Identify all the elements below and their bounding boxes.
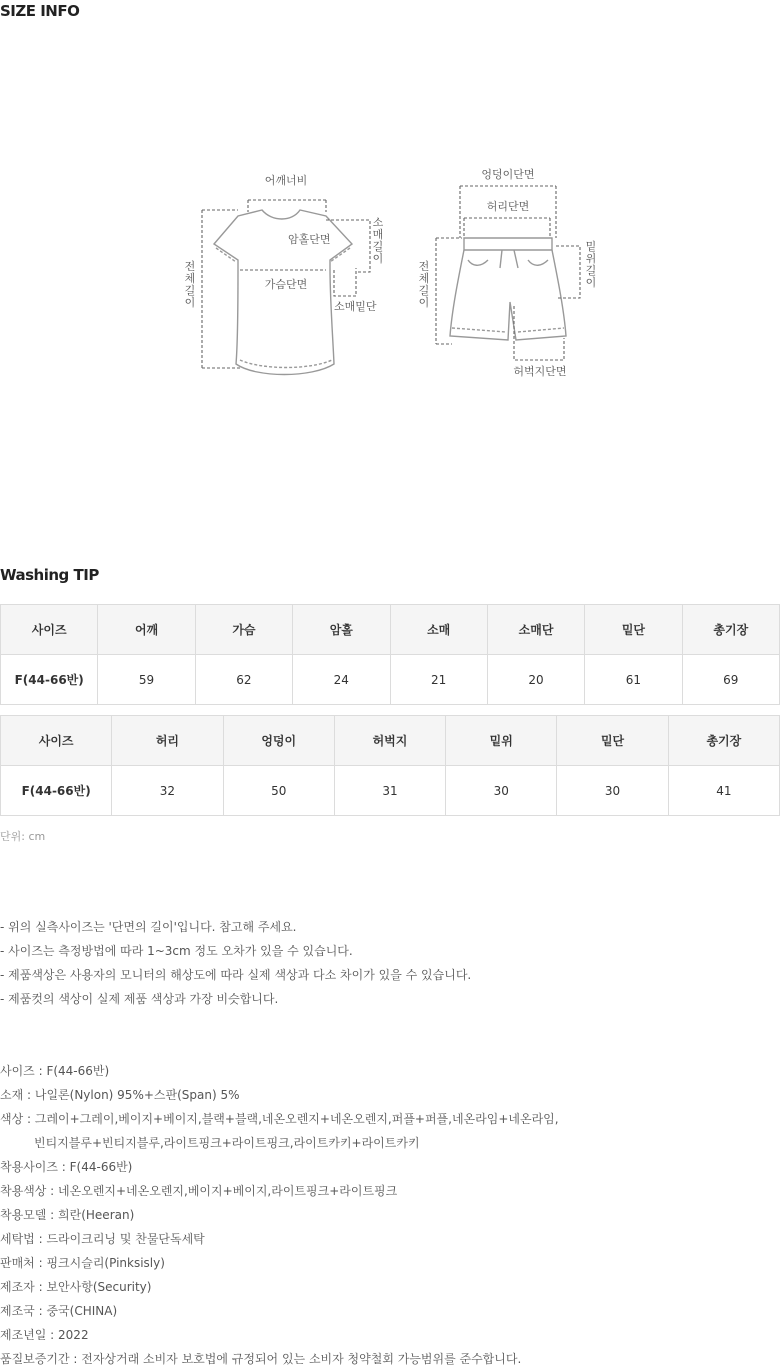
- spec-washing-method: 세탁법 : 드라이크리닝 및 찬물단독세탁: [0, 1232, 205, 1246]
- table-row: [1, 655, 780, 705]
- label-chest: 가슴단면: [264, 278, 308, 291]
- table-cell: 30: [446, 766, 557, 816]
- table-header-cell: 허벅지: [334, 716, 445, 766]
- table-header-cell: 소매단: [487, 605, 584, 655]
- spec-size: 사이즈 : F(44-66반): [0, 1064, 110, 1078]
- table-header-row: [1, 716, 780, 766]
- table-cell: 62: [195, 655, 292, 705]
- table-row: [1, 766, 780, 816]
- table-cell: 59: [98, 655, 195, 705]
- size-diagram: [0, 150, 780, 410]
- label-hip: 엉덩이단면: [481, 168, 535, 181]
- table-header-cell: 허리: [112, 716, 223, 766]
- table-cell-size: F(44-66반): [1, 655, 98, 705]
- table-cell: 31: [334, 766, 445, 816]
- table-header-cell: 밑위: [446, 716, 557, 766]
- label-sleeve-length: 소 매 길 이: [372, 216, 384, 265]
- table-header-cell: 가슴: [195, 605, 292, 655]
- spec-year: 제조년일 : 2022: [0, 1328, 89, 1342]
- table-cell: 32: [112, 766, 223, 816]
- spec-material: 소재 : 나일론(Nylon) 95%+스판(Span) 5%: [0, 1088, 240, 1102]
- table-cell: 30: [557, 766, 668, 816]
- label-total-length-top: 전 체 길 이: [184, 260, 196, 309]
- spec-model: 착용모델 : 희란(Heeran): [0, 1208, 135, 1222]
- size-info-title: SIZE INFO: [0, 2, 80, 20]
- spec-worn-color: 착용색상 : 네온오렌지+네온오렌지,베이지+베이지,라이트핑크+라이트핑크: [0, 1184, 398, 1198]
- table-header-cell: 사이즈: [1, 716, 112, 766]
- table-header-cell: 밑단: [557, 716, 668, 766]
- notes-list: [0, 915, 471, 1011]
- note-line: - 제품컷의 색상이 실제 제품 색상과 가장 비슷합니다.: [0, 992, 279, 1006]
- spec-color-continued: 빈티지블루+빈티지블루,라이트핑크+라이트핑크,라이트카키+라이트카키: [34, 1136, 420, 1150]
- table-header-cell: 암홀: [293, 605, 390, 655]
- label-sleeve-hem: 소매밑단: [334, 300, 377, 313]
- tshirt-outline: [214, 210, 352, 375]
- table-header-cell: 어깨: [98, 605, 195, 655]
- label-armhole: 암홀단면: [288, 233, 331, 246]
- table-header-row: [1, 605, 780, 655]
- bottom-size-table: [0, 715, 780, 816]
- table-header-cell: 사이즈: [1, 605, 98, 655]
- table-cell: 50: [223, 766, 334, 816]
- table-cell: 21: [390, 655, 487, 705]
- table-cell: 41: [668, 766, 779, 816]
- spec-worn-size: 착용사이즈 : F(44-66반): [0, 1160, 133, 1174]
- spec-country: 제조국 : 중국(CHINA): [0, 1304, 118, 1318]
- note-line: - 사이즈는 측정방법에 따라 1~3cm 정도 오차가 있을 수 있습니다.: [0, 944, 353, 958]
- washing-tip-title: Washing TIP: [0, 566, 99, 584]
- product-specs: [0, 1059, 780, 1371]
- label-total-length-bottom: 전 체 길 이: [418, 260, 430, 309]
- table-cell: 20: [487, 655, 584, 705]
- unit-label: 단위: cm: [0, 830, 46, 843]
- table-header-cell: 총기장: [682, 605, 779, 655]
- spec-maker: 제조자 : 보안사항(Security): [0, 1280, 152, 1294]
- table-header-cell: 소매: [390, 605, 487, 655]
- spec-warranty: 품질보증기간 : 전자상거래 소비자 보호법에 규정되어 있는 소비자 청약철회 가능범위를 준수합니다.: [0, 1352, 522, 1366]
- label-thigh: 허벅지단면: [513, 365, 567, 378]
- label-waist: 허리단면: [486, 200, 530, 213]
- table-cell-size: F(44-66반): [1, 766, 112, 816]
- label-rise: 밑 위 길 이: [585, 240, 597, 289]
- table-cell: 69: [682, 655, 779, 705]
- note-line: - 위의 실측사이즈는 '단면의 길이'입니다. 참고해 주세요.: [0, 920, 297, 934]
- size-diagram-svg: [0, 150, 780, 410]
- spec-color: 색상 : 그레이+그레이,베이지+베이지,블랙+블랙,네온오렌지+네온오렌지,퍼플+퍼플,네온라임+네온라임,: [0, 1112, 559, 1126]
- table-header-cell: 총기장: [668, 716, 779, 766]
- note-line: - 제품색상은 사용자의 모니터의 해상도에 따라 실제 색상과 다소 차이가 있을 수 있습니다.: [0, 968, 472, 982]
- table-cell: 24: [293, 655, 390, 705]
- top-size-table: [0, 604, 780, 705]
- spec-seller: 판매처 : 핑크시슬리(Pinksisly): [0, 1256, 165, 1270]
- table-header-cell: 엉덩이: [223, 716, 334, 766]
- table-cell: 61: [585, 655, 682, 705]
- shorts-outline: [450, 238, 566, 340]
- label-shoulder: 어깨너비: [264, 174, 308, 187]
- table-header-cell: 밑단: [585, 605, 682, 655]
